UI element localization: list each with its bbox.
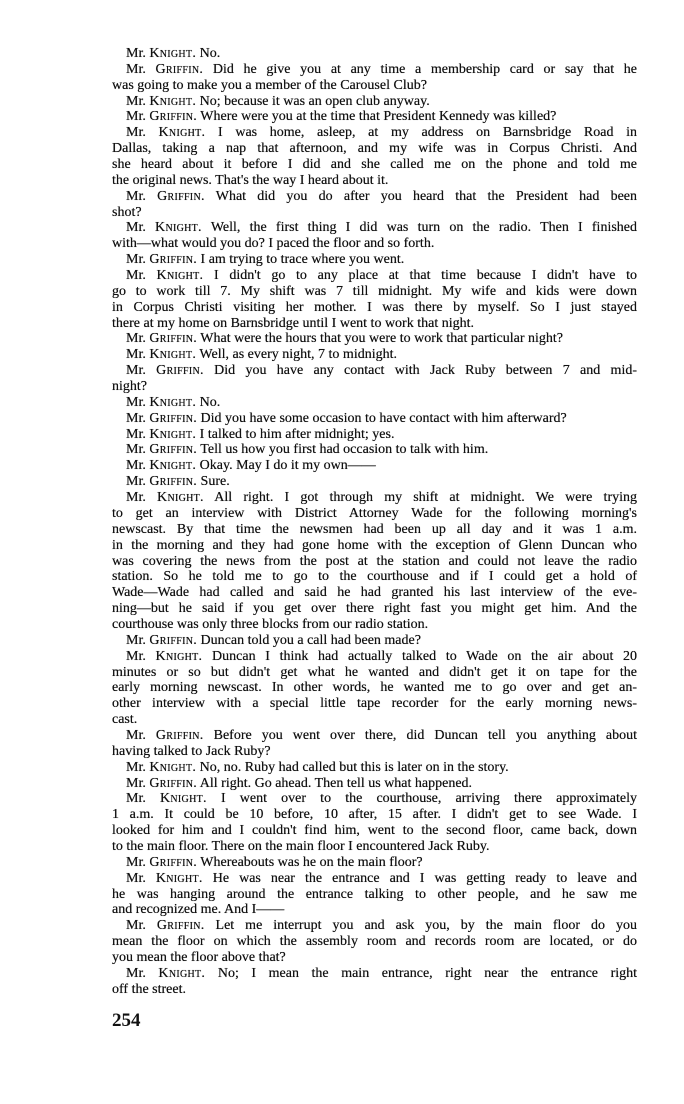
line-text: minutes or so but didn't get what he wanted and didn't get it on tape for the: [112, 664, 637, 680]
speaker-title: Mr.: [126, 870, 146, 886]
speaker-title: Mr.: [126, 252, 146, 268]
speaker-title: Mr.: [126, 331, 146, 347]
testimony-paragraph: [112, 268, 637, 331]
testimony-paragraph: [112, 871, 637, 919]
line-text: cast.: [112, 712, 138, 728]
line-text: Let me interrupt you and ask you, by the main floor do you: [215, 918, 638, 934]
speaker-title: Mr.: [126, 109, 146, 125]
text-line: [112, 696, 637, 712]
text-line: [112, 490, 637, 506]
line-text: Did you have any contact with Jack Ruby between 7 and mid-: [214, 363, 638, 379]
testimony-paragraph: [112, 363, 637, 395]
testimony-paragraph: [112, 966, 637, 998]
text-line: [112, 569, 637, 585]
page-number: 254: [112, 1010, 141, 1031]
speaker-name: Knight.: [157, 490, 204, 506]
speaker-title: Mr.: [126, 918, 146, 934]
line-text: there at my home on Barnsbridge until I went to work that night.: [112, 315, 474, 331]
text-line: [112, 157, 637, 173]
line-text: to get an interview with District Attorney Wade for the following morning's: [112, 505, 637, 521]
text-line: [112, 46, 637, 62]
line-text: mean the floor on which the assembly room and records room are located, or do: [112, 934, 637, 950]
line-text: No.: [199, 394, 221, 410]
speaker-title: Mr.: [126, 775, 146, 791]
text-line: [112, 744, 637, 760]
speaker-title: Mr.: [126, 442, 146, 458]
text-line: [112, 395, 637, 411]
line-text: No; because it was an open club anyway.: [199, 93, 430, 109]
text-line: [112, 918, 637, 934]
line-text: night?: [112, 379, 147, 395]
text-line: [112, 633, 637, 649]
speaker-name: Griffin.: [156, 918, 205, 934]
text-line: [112, 950, 637, 966]
testimony-paragraph: [112, 474, 637, 490]
speaker-title: Mr.: [126, 632, 146, 648]
speaker-name: Knight.: [149, 458, 197, 474]
line-text: He was near the entrance and I was getting ready to leave and: [212, 870, 638, 886]
line-text: courthouse was only three blocks from our radio station.: [112, 616, 429, 632]
line-text: and recognized me. And I——: [112, 902, 285, 918]
line-text: early morning newscast. In other words, he wanted me to go over and get an-: [112, 680, 637, 696]
line-text: in Corpus Christi visiting her mother. I was there by myself. So I just stayed: [112, 299, 637, 315]
line-text: What did you do after you heard that the President had been: [215, 188, 638, 204]
speaker-title: Mr.: [126, 220, 146, 236]
speaker-title: Mr.: [126, 61, 146, 77]
text-line: [112, 554, 637, 570]
line-text: station. So he told me to go to the courthouse and if I could get a hold of: [112, 569, 637, 585]
text-line: [112, 347, 637, 363]
line-text: I went over to the courthouse, arriving there approximately: [220, 791, 638, 807]
testimony-paragraph: [112, 395, 637, 411]
text-line: [112, 871, 637, 887]
line-text: Before you went over there, did Duncan tell you anything about: [213, 727, 638, 743]
text-line: [112, 712, 637, 728]
text-line: [112, 665, 637, 681]
line-text: Wade—Wade had called and said he had granted his last interview of the eve-: [112, 585, 637, 601]
speaker-title: Mr.: [126, 727, 146, 743]
text-line: [112, 62, 637, 78]
testimony-paragraph: [112, 490, 637, 633]
line-text: Tell us how you first had occasion to talk with him.: [200, 442, 489, 458]
text-line: [112, 442, 637, 458]
text-line: [112, 173, 637, 189]
speaker-title: Mr.: [126, 854, 146, 870]
line-text: having talked to Jack Ruby?: [112, 743, 271, 759]
text-line: [112, 982, 637, 998]
text-line: [112, 427, 637, 443]
line-text: No.: [199, 46, 221, 61]
speaker-title: Mr.: [126, 188, 146, 204]
testimony-paragraph: [112, 728, 637, 760]
speaker-name: Griffin.: [155, 727, 204, 743]
testimony-paragraph: [112, 220, 637, 252]
text-line: [112, 601, 637, 617]
line-text: 1 a.m. It could be 10 before, 10 after, 15 after. I didn't get to see Wade. I: [112, 807, 637, 823]
line-text: looked for him and I couldn't find him, went to the second floor, came back, down: [112, 823, 637, 839]
testimony-paragraph: [112, 776, 637, 792]
speaker-title: Mr.: [126, 965, 146, 981]
text-line: [112, 78, 637, 94]
line-text: Sure.: [200, 474, 230, 490]
text-line: [112, 205, 637, 221]
text-line: [112, 189, 637, 205]
line-text: he was hanging around the entrance talking to other people, and he saw me: [112, 886, 637, 902]
speaker-name: Griffin.: [149, 410, 198, 426]
speaker-title: Mr.: [126, 458, 146, 474]
text-line: [112, 125, 637, 141]
text-line: [112, 379, 637, 395]
speaker-title: Mr.: [126, 648, 146, 664]
line-text: Whereabouts was he on the main floor?: [200, 854, 423, 870]
text-line: [112, 363, 637, 379]
testimony-paragraph: [112, 411, 637, 427]
speaker-name: Knight.: [149, 394, 197, 410]
text-line: [112, 220, 637, 236]
line-text: the original news. That's the way I heard about it.: [112, 172, 389, 188]
text-line: [112, 649, 637, 665]
speaker-name: Griffin.: [149, 474, 198, 490]
text-line: [112, 94, 637, 110]
line-text: was going to make you a member of the Carousel Club?: [112, 77, 427, 93]
line-text: Okay. May I do it my own——: [199, 458, 376, 474]
testimony-paragraph: [112, 62, 637, 94]
text-line: [112, 538, 637, 554]
speaker-name: Knight.: [155, 220, 202, 236]
speaker-name: Griffin.: [149, 252, 198, 268]
line-text: I was home, asleep, at my address on Barnsbridge Road in: [218, 125, 638, 141]
testimony-paragraph: [112, 46, 637, 62]
speaker-title: Mr.: [126, 490, 146, 506]
testimony-paragraph: [112, 331, 637, 347]
line-text: Well, as every night, 7 to midnight.: [199, 347, 397, 363]
text-line: [112, 823, 637, 839]
speaker-name: Griffin.: [149, 331, 198, 347]
text-line: [112, 522, 637, 538]
speaker-name: Knight.: [156, 268, 204, 284]
speaker-title: Mr.: [126, 46, 146, 61]
line-text: Dallas, taking a nap that afternoon, and my wife was in Corpus Christi. And: [112, 141, 637, 157]
text-line: [112, 617, 637, 633]
testimony-paragraph: [112, 94, 637, 110]
speaker-name: Knight.: [155, 870, 203, 886]
speaker-name: Knight.: [149, 46, 197, 61]
line-text: ning—but he said if you get over there right fast you might get him. And the: [112, 601, 637, 617]
line-text: off the street.: [112, 981, 186, 997]
testimony-paragraph: [112, 760, 637, 776]
text-line: [112, 506, 637, 522]
testimony-paragraph: [112, 791, 637, 854]
line-text: I talked to him after midnight; yes.: [199, 426, 395, 442]
speaker-name: Knight.: [149, 759, 197, 775]
speaker-title: Mr.: [126, 791, 146, 807]
speaker-title: Mr.: [126, 268, 146, 284]
speaker-name: Knight.: [149, 347, 197, 363]
testimony-paragraph: [112, 347, 637, 363]
line-text: was covering the news from the post at the station and could not leave the radio: [112, 553, 637, 569]
speaker-name: Griffin.: [149, 109, 198, 125]
text-line: [112, 902, 637, 918]
testimony-paragraph: [112, 442, 637, 458]
text-line: [112, 855, 637, 871]
text-line: [112, 284, 637, 300]
text-line: [112, 300, 637, 316]
testimony-paragraph: [112, 189, 637, 221]
speaker-name: Griffin.: [156, 363, 204, 379]
text-line: [112, 791, 637, 807]
line-text: Well, the first thing I did was turn on the radio. Then I finished: [210, 220, 637, 236]
text-line: [112, 776, 637, 792]
speaker-name: Griffin.: [149, 854, 198, 870]
testimony-paragraph: [112, 918, 637, 966]
speaker-title: Mr.: [126, 347, 146, 363]
speaker-name: Knight.: [155, 648, 203, 664]
speaker-name: Griffin.: [155, 61, 204, 77]
line-text: newscast. By that time the newsmen had been up all day and it was 1 a.m.: [112, 521, 637, 537]
speaker-title: Mr.: [126, 363, 146, 379]
speaker-title: Mr.: [126, 93, 146, 109]
text-line: [112, 331, 637, 347]
speaker-title: Mr.: [126, 125, 146, 141]
text-line: [112, 268, 637, 284]
text-line: [112, 585, 637, 601]
line-text: All right. Go ahead. Then tell us what happened.: [199, 775, 473, 791]
speaker-name: Griffin.: [149, 442, 198, 458]
speaker-name: Griffin.: [157, 188, 205, 204]
line-text: shot?: [112, 204, 142, 220]
line-text: other interview with a special little tape recorder for the early morning news-: [112, 696, 637, 712]
line-text: I am trying to trace where you went.: [200, 252, 405, 268]
line-text: Duncan I think had actually talked to Wade on the air about 20: [212, 648, 638, 664]
line-text: What were the hours that you were to work that particular night?: [200, 331, 563, 347]
testimony-paragraph: [112, 633, 637, 649]
line-text: go to work till 7. My shift was 7 till midnight. My wife and kids were down: [112, 283, 637, 299]
speaker-name: Knight.: [149, 426, 197, 442]
testimony-paragraph: [112, 458, 637, 474]
text-line: [112, 236, 637, 252]
line-text: you mean the floor above that?: [112, 949, 286, 965]
testimony-paragraph: [112, 427, 637, 443]
speaker-name: Griffin.: [149, 632, 198, 648]
speaker-title: Mr.: [126, 394, 146, 410]
line-text: I didn't go to any place at that time because I didn't have to: [214, 268, 638, 284]
speaker-name: Knight.: [149, 93, 197, 109]
speaker-name: Knight.: [158, 965, 206, 981]
line-text: to the main floor. There on the main floor I encountered Jack Ruby.: [112, 838, 490, 854]
text-line: [112, 760, 637, 776]
line-text: Duncan told you a call had been made?: [200, 632, 421, 648]
speaker-title: Mr.: [126, 410, 146, 426]
speaker-name: Knight.: [158, 125, 206, 141]
text-line: [112, 109, 637, 125]
line-text: with—what would you do? I paced the floor and so forth.: [112, 236, 435, 252]
text-line: [112, 887, 637, 903]
text-line: [112, 141, 637, 157]
line-text: in the morning and they had gone home with the exception of Glenn Duncan who: [112, 537, 637, 553]
text-line: [112, 966, 637, 982]
text-line: [112, 316, 637, 332]
text-line: [112, 474, 637, 490]
line-text: Where were you at the time that President Kennedy was killed?: [200, 109, 557, 125]
text-line: [112, 411, 637, 427]
text-line: [112, 839, 637, 855]
text-line: [112, 807, 637, 823]
speaker-name: Knight.: [160, 791, 207, 807]
text-line: [112, 680, 637, 696]
text-line: [112, 458, 637, 474]
line-text: No; I mean the main entrance, right near the entrance right: [217, 965, 638, 981]
speaker-title: Mr.: [126, 426, 146, 442]
text-line: [112, 934, 637, 950]
line-text: Did he give you at any time a membership card or say that he: [212, 61, 638, 77]
speaker-title: Mr.: [126, 474, 146, 490]
testimony-paragraph: [112, 855, 637, 871]
text-line: [112, 728, 637, 744]
line-text: Did you have some occasion to have contact with him afterward?: [200, 410, 567, 426]
testimony-paragraph: [112, 125, 637, 188]
line-text: No, no. Ruby had called but this is later on in the story.: [199, 759, 509, 775]
line-text: she heard about it before I did and she called me on the phone and told me: [112, 157, 637, 173]
line-text: All right. I got through my shift at midnight. We were trying: [214, 490, 637, 506]
speaker-title: Mr.: [126, 759, 146, 775]
text-line: [112, 252, 637, 268]
testimony-paragraph: [112, 109, 637, 125]
speaker-name: Griffin.: [149, 775, 198, 791]
testimony-paragraph: [112, 252, 637, 268]
testimony-text: [112, 46, 637, 998]
testimony-paragraph: [112, 649, 637, 728]
